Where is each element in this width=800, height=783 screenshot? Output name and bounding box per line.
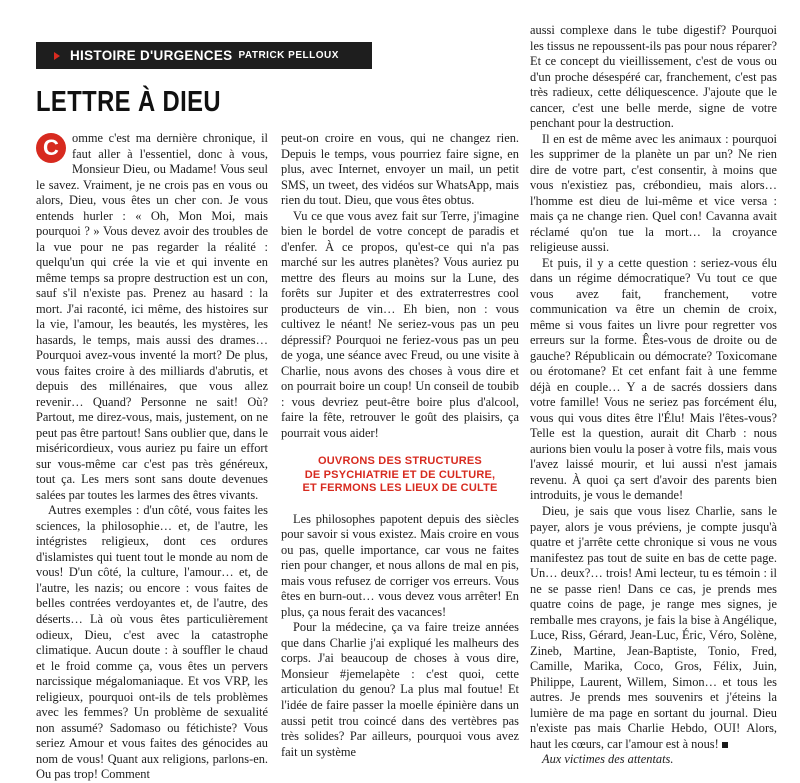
paragraph-final [530, 504, 777, 752]
triangle-arrow-icon [54, 52, 60, 60]
author-name: PATRICK PELLOUX [238, 50, 339, 61]
article-column-1 [36, 131, 268, 782]
dedication: Aux victimes des attentats. [542, 752, 674, 767]
pull-quote-line: ET FERMONS LES LIEUX DE CULTE [302, 482, 498, 495]
dropcap-letter: C [36, 133, 66, 163]
paragraph: Autres exemples : d'un côté, vous faites les sciences, la philosophie… et, de l'autre, les intégristes religieux, dont ces ordures d'islamistes qui tuent tout le monde au nom de vous! D'un côté, la culture, l'amour… et, de l'autre, les nazis; ou encore : vous faites de belles contrées verdoyantes et, de l'autre, des déserts… Là où vous êtes particulièrement odieux, Dieu, c'est avec la catastrophe climatique. Aucun doute : à souffler le chaud et le froid comme ça, vous êtes un pervers narcissique mégalomaniaque. Et vos VRP, les religieux, pourquoi ont-ils de tels problèmes avec les femmes? Un problème de sexualité non assumé? Sadomaso ou fétichiste? Vous seriez Amour et vous faites des génocides au nom de vous! Quant aux religions, parlons-en. Ou pas trop! Comment [36, 503, 268, 782]
paragraph: aussi complexe dans le tube digestif? Pourquoi les tissus ne repoussent-ils pas pour nous réparer? Et ce concept du vieillissement, c'est de vous ou d'un proche désespéré car, franchement, c'est pas très radieux, cette déliquescence. J'ajoute que le cancer, c'est une belle merde, signe de votre penchant pour la destruction. [530, 23, 777, 131]
article-column-2 [281, 131, 519, 759]
section-title: HISTOIRE D'URGENCES [70, 48, 233, 63]
paragraph: Les philosophes papotent depuis des siècles pour savoir si vous existez. Mais croire en vous ou pas, quelle importance, car vous ne faites rien pour changer, et nous allons de mal en pis, mais vous refusez de corriger vos erreurs. Vous êtes en burn-out… vous devez vous arrêter! En plus, ça nous ferait des vacances! [281, 511, 519, 619]
end-mark-icon [722, 742, 728, 748]
paragraph: peut-on croire en vous, qui ne changez rien. Depuis le temps, vous pourriez faire signe, en plus, avec Internet, envoyer un mail, un petit SMS, un tweet, des vidéos sur WhatsApp, mais rien du tout. Dieu, que vous êtes obtus. [281, 131, 519, 208]
pull-quote-line: DE PSYCHIATRIE ET DE CULTURE, [304, 468, 496, 481]
pull-quote [281, 455, 519, 496]
paragraph: Vu ce que vous avez fait sur Terre, j'imagine bien le bordel de votre concept de paradis et d'enfer. À ce propos, qu'est-ce qui n'a pas marché sur les autres planètes? Vous auriez pu mettre des fleurs au moins sur la Lune, des forêts sur Jupiter et des extraterrestres cool producteurs de vin… Eh bien, non : vous cultivez le néant! Ne seriez-vous pas un peu dépressif? Pourquoi ne feriez-vous pas un peu de yoga, une séance avec Freud, ou une visite à Charlie, nous avons des choses à vous dire et on pourrait boire un coup! Un conseil de toubib : vous devriez peut-être boire plus d'alcool, faire la fête, retrouver le goût des plaisirs, ça pourrait vous aider! [281, 208, 519, 440]
paragraph: Et puis, il y a cette question : seriez-vous élu dans un régime démocratique? Vu tout ce que vous avez fait, franchement, votre communication va être un chemin de croix, même si vous faites un livre pour regretter vos erreurs sur la forme. Êtes-vous de droite ou de gauche? Républicain ou démocrate? Toxicomane ou érotomane? Et cet enfant fait à une femme déjà en couple… Y a de sacrés dossiers dans votre famille! Vous ne seriez pas forcément élu, vous qui vous dites être l'Élu! Mais l'êtes-vous? Telle est la question, aurait dit Charb : nous aurions bien voulu la poser à votre fils, mais vous l'avez laissé mourir, et lui aussi n'est jamais revenu. À quoi ça sert d'avoir des parents bien introduits, je vous le demande! [530, 255, 777, 503]
paragraph: Il en est de même avec les animaux : pourquoi les supprimer de la planète un par un? Ne rien dire de votre part, c'est consentir, à moins que vous n'existiez pas, crébondieu, mais alors… l'homme est dieu de lui-même et vice versa : mais ça ne change rien. Quel con! Cavanna avait réclamé qu'on tue la mort… la croyance religieuse aussi. [530, 131, 777, 255]
paragraph: omme c'est ma dernière chronique, il faut aller à l'essentiel, donc à vous, Monsieur Dieu, ou Madame! Vous seul le savez. Vraiment, je ne crois pas en vous ou alors, Dieu, vous êtes un cher con. Je vous entends hurler : « Oh, Mon Moi, mais pourquoi ? » Vous devez avoir des troubles de la vue pour ne pas regarder la réalité : quelqu'un qui crée la vie et qui invente en même temps sa propre destruction est un con, sauf s'il n'existe pas. Prenez au hasard : la mort. J'ai raconté, ici même, des histoires sur la vie, l'amour, les beautés, les mystères, les hasards, le temps, mais aussi des drames… Pourquoi avez-vous inventé la mort? De plus, vous faites croire à des milliards d'abrutis, et depuis des millénaires, que vous allez revenir… Quand? Personne ne sait! Où? Partout, me direz-vous, mais, justement, on ne peut pas être partout! Sans oublier que, dans le miséricordieux, vous auriez pu faire un effort sur vous-même car c'est pas très généreux, tout ça. Les mers sont sans doute devenues salées par toutes les larmes des êtres vivants. [36, 131, 268, 502]
article-headline: LETTRE À DIEU [36, 86, 222, 118]
section-header [36, 42, 372, 69]
pull-quote-line: OUVRONS DES STRUCTURES [318, 455, 482, 468]
final-paragraph-text: Dieu, je sais que vous lisez Charlie, sans le payer, alors je vous préviens, je compte jusqu'à quatre et j'arrête cette chronique si vous ne vous manifestez pas tout de suite en bas de cette page. Un… deux?… trois! Ami lecteur, tu es témoin : il ne se passe rien! Dans ce cas, je prends mes quatre coins de page, je range mes signes, je remballe mes crayons, je fais la bise à Angélique, Luce, Riss, Gérard, Jean-Luc, Éric, Véro, Solène, Zineb, Martine, Jean-Baptiste, Tonio, Fred, Camille, Marika, Coco, Gros, Félix, Juin, Philippe, Laurent, Willem, Simon… et tous les autres. Je prends mes souvenirs et j'éteins la lumière de ma page en sortant du journal. Dieu n'existe pas mais Charlie Hebdo, OUI! Alors, haut les cœurs, car l'amour est à nous! [530, 503, 777, 751]
paragraph: Pour la médecine, ça va faire treize années que dans Charlie j'ai expliqué les malheurs des corps. J'ai beaucoup de choses à vous dire, Monsieur #jemelapète : c'est quoi, cette articulation du genou? La plus mal foutue! Et l'idée de faire passer la moelle épinière dans un aussi petit trou coincé dans des vertèbres pas très solides? Par ailleurs, pourquoi vous avez fait un système [281, 620, 519, 759]
article-column-3 [530, 23, 777, 767]
